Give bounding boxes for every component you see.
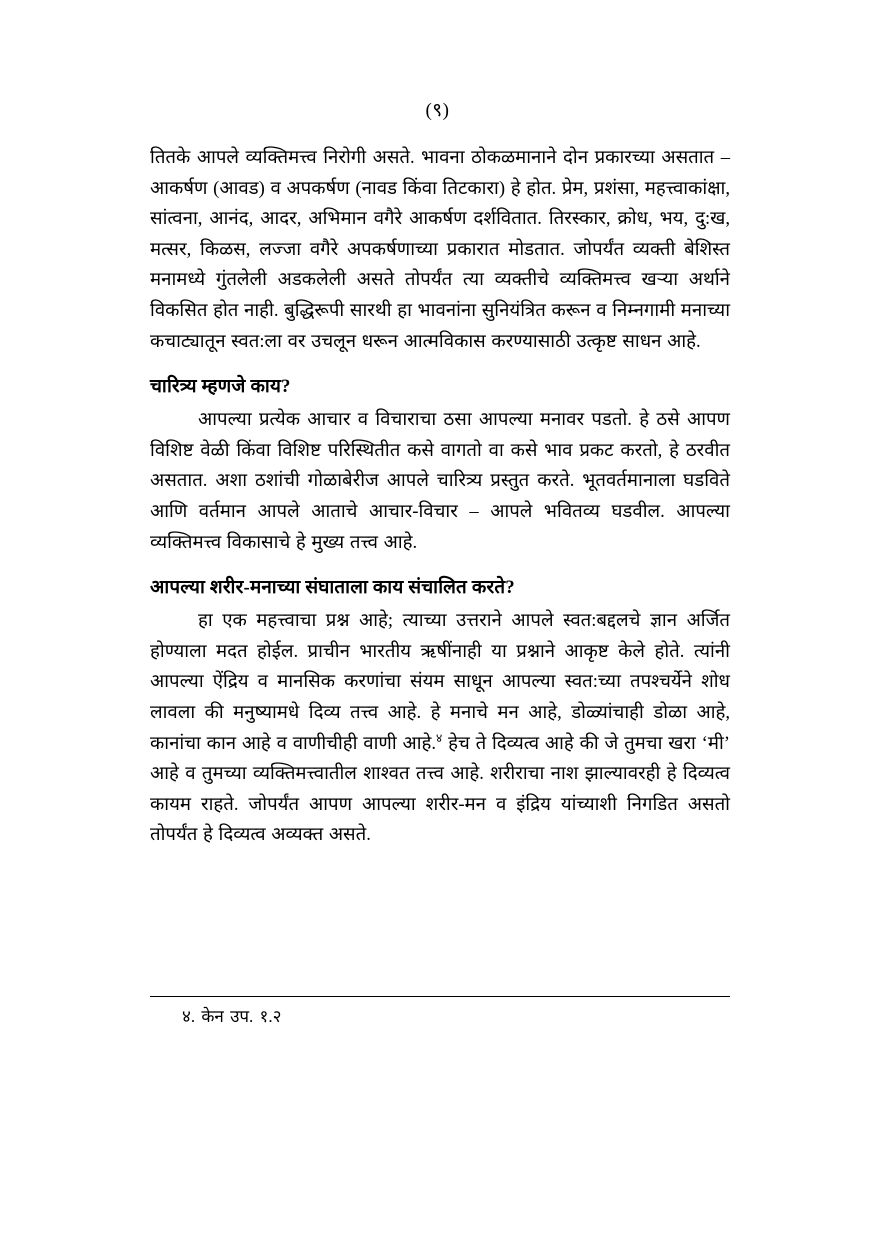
footnote-divider — [150, 996, 730, 997]
paragraph-3 — [150, 606, 730, 851]
paragraph-3-part-b: हेच ते दिव्यत्व आहे की जे तुमचा खरा ‘मी’ आहे व तुमच्या व्यक्तिमत्त्वातील शाश्वत तत्त्व आहे. शरीराचा नाश झाल्यावरही हे दिव्यत्व कायम राहते. जोपर्यंत आपण आपल्या शरीर-मन व इंद्रिय यांच्याशी निगडित असतो तोपर्यंत हे दिव्यत्व अव्यक्त असते. — [150, 732, 730, 846]
paragraph-2: आपल्या प्रत्येक आचार व विचाराचा ठसा आपल्या मनावर पडतो. हे ठसे आपण विशिष्ट वेळी किंवा विशिष्ट परिस्थितीत कसे वागतो वा कसे भाव प्रकट करतो, हे ठरवीत असतात. अशा ठशांची गोळाबेरीज आपले चारित्र्य प्रस्तुत करते. भूतवर्तमानाला घडविते आणि वर्तमान आपले आताचे आचार-विचार – आपले भवितव्य घडवील. आपल्या व्यक्तिमत्त्व विकासाचे हे मुख्य तत्त्व आहे. — [150, 409, 730, 553]
footnote-area — [150, 996, 730, 1029]
paragraph-1: तितके आपले व्यक्तिमत्त्व निरोगी असते. भावना ठोकळमानाने दोन प्रकारच्या असतात – आकर्षण (आवड) व अपकर्षण (नावड किंवा तिटकारा) हे होत. प्रेम, प्रशंसा, महत्त्वाकांक्षा, सांत्वना, आनंद, आदर, अभिमान वगैरे आकर्षण दर्शवितात. तिरस्कार, क्रोध, भय, दु:ख, मत्सर, किळस, लज्जा वगैरे अपकर्षणाच्या प्रकारात मोडतात. जोपर्यंत व्यक्ती बेशिस्त मनामध्ये गुंतलेली अडकलेली असते तोपर्यंत त्या व्यक्तीचे व्यक्तिमत्त्व खऱ्या अर्थाने विकसित होत नाही. बुद्धिरूपी सारथी हा भावनांना सुनियंत्रित करून व निम्नगामी मनाच्या कचाट्यातून स्वत:ला वर उचलून धरून आत्मविकास करण्यासाठी उत्कृष्ट साधन आहे. — [150, 147, 731, 352]
paragraph-3-part-a: हा एक महत्त्वाचा प्रश्न आहे; त्याच्या उत्तराने आपले स्वत:बद्दलचे ज्ञान अर्जित होण्याला मदत होईल. प्राचीन भारतीय ऋषींनाही या प्रश्नाने आकृष्ट केले होते. त्यांनी आपल्या ऐंद्रिय व मानसिक करणांचा संयम साधून आपल्या स्वत:च्या तपश्चर्येने शोध लावला की मनुष्यामधे दिव्य तत्त्व आहे. हे मनाचे मन आहे, डोळ्यांचाही डोळा आहे, कानांचा कान आहे व वाणीचीही वाणी आहे. — [150, 610, 730, 754]
section-heading-character: चारित्र्य म्हणजे काय? — [150, 376, 291, 398]
page-content — [150, 143, 730, 851]
page-number: (९) — [425, 100, 450, 121]
section-heading-body-mind: आपल्या शरीर-मनाच्या संघाताला काय संचालित करते? — [150, 577, 515, 599]
footnote-text: ४. केन उप. १.२ — [182, 1007, 282, 1026]
footnote-marker: ४ — [436, 730, 443, 745]
